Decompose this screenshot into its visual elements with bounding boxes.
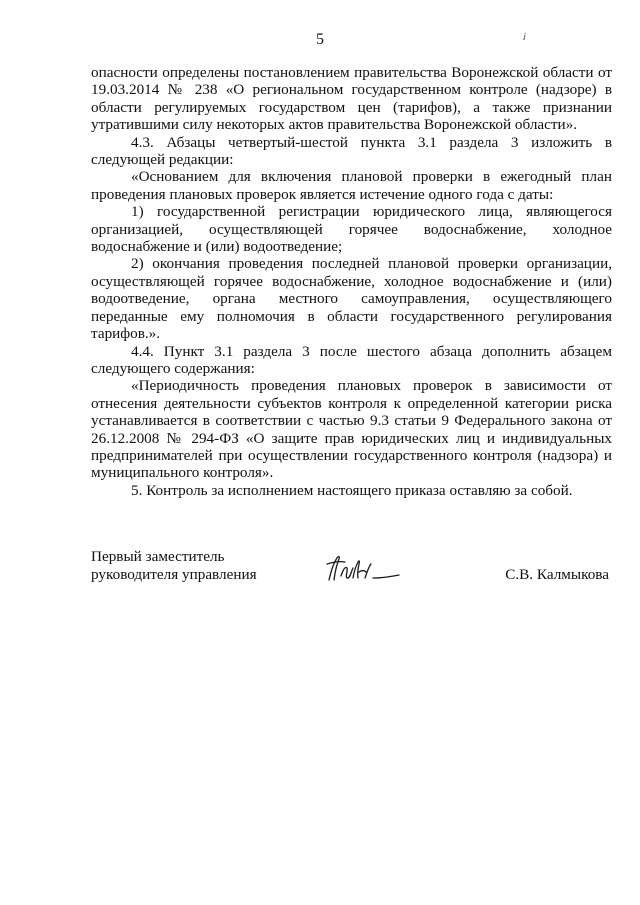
paragraph-intro: опасности определены постановлением правительства Воронежской области от 19.03.2014 № 238 «О региональном государственном контроле (надзоре) в области регулируемых государством цен (тарифов), а также признании утратившими силу некоторых актов правительства Воронежской области». <box>91 64 612 134</box>
signatory-name: С.В. Калмыкова <box>505 566 609 583</box>
paragraph-4-3: 4.3. Абзацы четвертый-шестой пункта 3.1 раздела 3 изложить в следующей редакции: <box>91 133 612 169</box>
position-line-1: Первый заместитель <box>91 548 225 565</box>
paragraph-basis: «Основанием для включения плановой проверки в ежегодный план проведения плановых проверок является истечение одного года с даты: <box>91 168 612 203</box>
handwritten-signature-icon <box>323 550 403 590</box>
paragraph-periodicity: «Периодичность проведения плановых проверок в зависимости от отнесения деятельности субъектов контроля к определенной категории риска устанавливается в соответствии с частью 9.3 статьи 9 Федерального закона от 26.12.2008 № 294-ФЗ «О защите прав юридических лиц и индивидуальных предпринимателей при осуществлении государственного контроля (надзора) и муниципального контроля». <box>91 377 612 482</box>
document-body <box>91 64 612 499</box>
position-line-2: руководителя управления <box>91 566 257 583</box>
signatory-position <box>91 548 257 584</box>
paragraph-item-2: 2) окончания проведения последней плановой проверки организации, осуществляющей горячее водоснабжение, холодное водоснабжение и (или) водоотведение, органа местного самоуправления, осуществляющего переданные ему полномочия в области государственного регулирования тарифов.». <box>91 255 612 343</box>
page-number: 5 <box>316 31 324 48</box>
paragraph-item-1: 1) государственной регистрации юридического лица, являющегося организацией, осуществляющей горячее водоснабжение, холодное водоснабжение и (или) водоотведение; <box>91 203 612 256</box>
signature-block <box>91 548 612 598</box>
paragraph-5: 5. Контроль за исполнением настоящего приказа оставляю за собой. <box>131 481 573 499</box>
corner-mark: i <box>521 30 528 44</box>
paragraph-4-4: 4.4. Пункт 3.1 раздела 3 после шестого абзаца дополнить абзацем следующего содержания: <box>91 342 612 377</box>
